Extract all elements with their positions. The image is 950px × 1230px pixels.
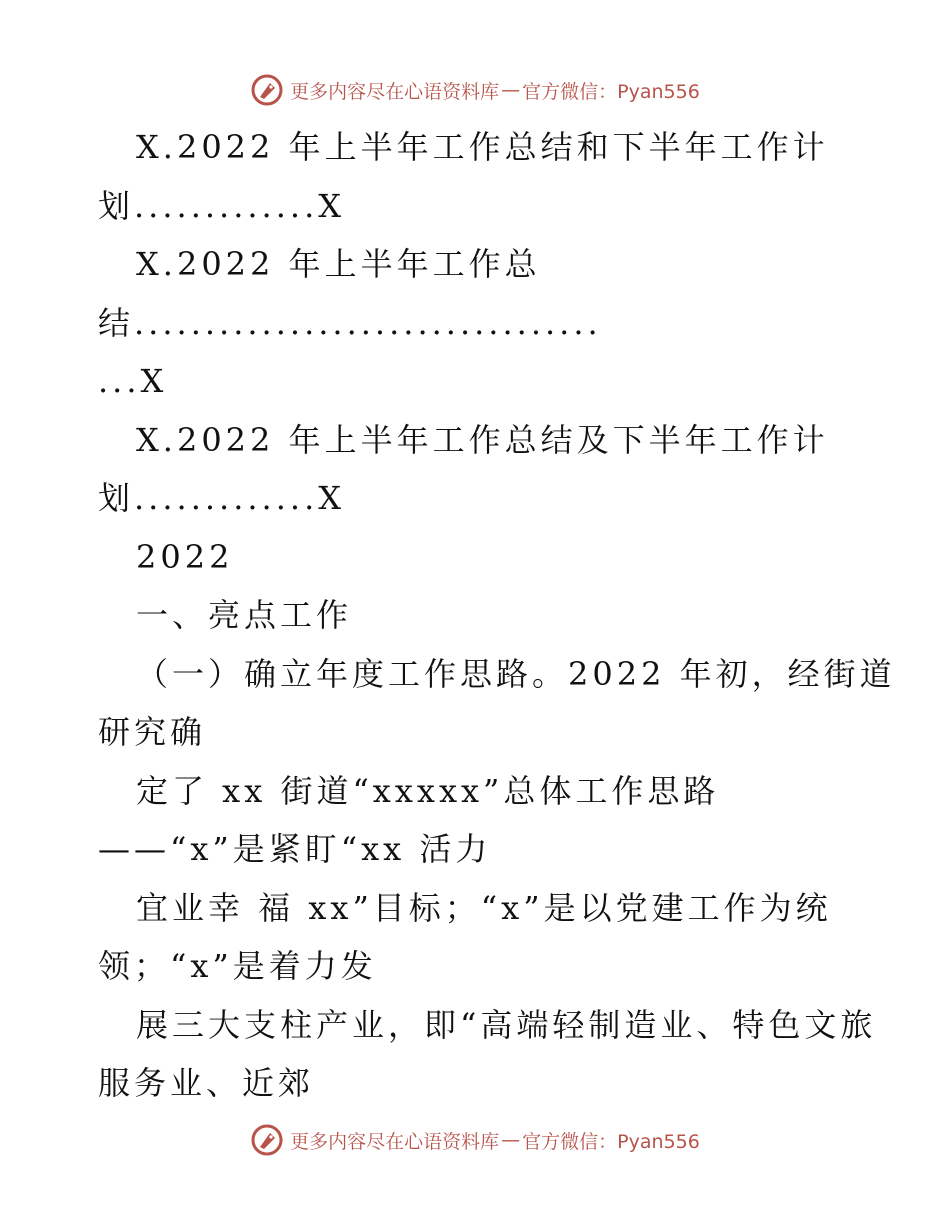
section-heading: 一、亮点工作 [136, 596, 353, 634]
header-watermark [0, 70, 950, 110]
paragraph-line: 领；“x”是着力发 [98, 947, 377, 985]
paragraph-line: （一）确立年度工作思路。2022 年初，经街道 [136, 654, 896, 693]
toc-line-3: X.2022 年上半年工作总结及下半年工作计 [136, 420, 829, 459]
toc-line-1-cont: 划.............X [98, 186, 346, 225]
paragraph-line: ——“x”是紧盯“xx 活力 [98, 830, 492, 868]
year-heading: 2022 [136, 537, 234, 576]
paragraph-line: 展三大支柱产业，即“高端轻制造业、特色文旅 [136, 1005, 877, 1044]
toc-line-2-cont2: ...X [98, 362, 168, 400]
footer-watermark [0, 1120, 950, 1160]
watermark-dash: — [501, 79, 521, 101]
document-body [98, 118, 896, 1113]
toc-line-1: X.2022 年上半年工作总结和下半年工作计 [136, 128, 829, 166]
watermark-wechat: 官方微信：Pyan556 [522, 1130, 700, 1153]
paragraph-line: 宜业幸 福 xx”目标；“x”是以党建工作为统 [136, 888, 832, 927]
pen-nib-circle-icon [250, 1123, 284, 1157]
watermark-text: 更多内容尽在心语资料库 [290, 80, 500, 103]
paragraph-line: 服务业、近郊 [98, 1064, 315, 1102]
pen-nib-circle-icon [250, 73, 284, 107]
paragraph-line: 研究确 [98, 713, 207, 751]
watermark-wechat: 官方微信：Pyan556 [522, 80, 700, 103]
watermark-text: 更多内容尽在心语资料库 [290, 1130, 500, 1153]
toc-line-2-cont: 结................................. [98, 303, 602, 342]
paragraph-line: 定了 xx 街道“xxxxx”总体工作思路 [136, 771, 720, 810]
watermark-dash: — [501, 1129, 521, 1151]
toc-line-3-cont: 划.............X [98, 479, 346, 517]
toc-line-2: X.2022 年上半年工作总 [136, 245, 541, 283]
